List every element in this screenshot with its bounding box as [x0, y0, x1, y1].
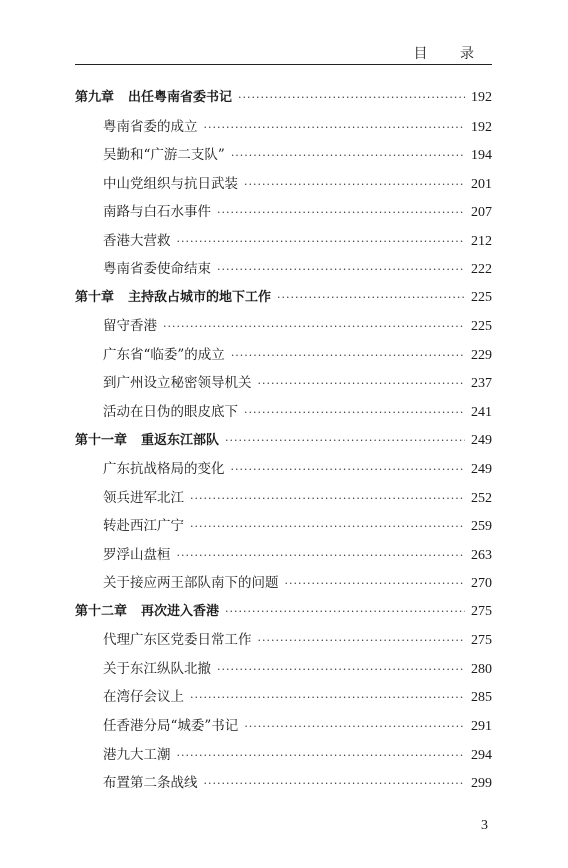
chapter-title: 重返东江部队 [141, 432, 220, 448]
dot-leader [258, 634, 466, 647]
section-title: 在湾仔会议上 [103, 689, 184, 706]
toc-section-entry [75, 457, 492, 486]
toc-section-entry [75, 543, 492, 572]
dot-leader [238, 91, 465, 104]
section-title: 留守香港 [103, 318, 157, 335]
section-title: 广东抗战格局的变化 [103, 461, 225, 478]
dot-leader [217, 206, 465, 219]
toc-page-number: 229 [471, 347, 492, 363]
dot-leader [244, 178, 465, 191]
dot-leader [217, 663, 465, 676]
header-rule [75, 64, 492, 65]
toc-section-entry [75, 771, 492, 800]
toc-chapter-entry [75, 286, 492, 315]
dot-leader [277, 291, 465, 304]
toc-section-entry [75, 685, 492, 714]
section-title: 中山党组织与抗日武装 [103, 175, 238, 192]
toc-page-number: 280 [471, 661, 492, 677]
section-title: 代理广东区党委日常工作 [103, 632, 252, 649]
chapter-title: 再次进入香港 [141, 603, 220, 619]
toc-page-number: 241 [471, 405, 492, 421]
toc-page-number: 299 [471, 776, 492, 792]
section-title: 广东省“临委”的成立 [103, 346, 225, 363]
dot-leader [258, 377, 466, 390]
toc-section-entry [75, 514, 492, 543]
toc-page-number: 285 [471, 690, 492, 706]
dot-leader [177, 235, 466, 248]
dot-leader [231, 463, 466, 476]
dot-leader [225, 434, 465, 447]
section-title: 港九大工潮 [103, 746, 171, 763]
section-title: 吴勤和“广游二支队” [103, 147, 225, 164]
toc-section-entry [75, 371, 492, 400]
toc-section-entry [75, 143, 492, 172]
toc-section-entry [75, 400, 492, 429]
dot-leader [190, 492, 465, 505]
toc-page-number: 225 [471, 319, 492, 335]
dot-leader [244, 720, 465, 733]
toc-chapter-entry [75, 86, 492, 115]
toc-page-number: 270 [471, 576, 492, 592]
dot-leader [285, 577, 466, 590]
section-title: 到广州设立秘密领导机关 [103, 375, 252, 392]
toc-page-number: 194 [471, 148, 492, 164]
toc-chapter-entry [75, 429, 492, 458]
chapter-number: 第九章 [75, 90, 115, 105]
toc-page-number: 225 [471, 289, 492, 305]
dot-leader [244, 406, 465, 419]
section-title: 罗浮山盘桓 [103, 546, 171, 563]
toc-section-entry [75, 628, 492, 657]
toc-page-number: 291 [471, 719, 492, 735]
dot-leader [163, 320, 465, 333]
toc-section-entry [75, 200, 492, 229]
toc-section-entry [75, 571, 492, 600]
dot-leader [177, 549, 466, 562]
toc-section-entry [75, 172, 492, 201]
dot-leader [225, 605, 465, 618]
toc-page-number: 275 [471, 603, 492, 619]
toc-section-entry [75, 343, 492, 372]
section-title: 领兵进军北江 [103, 489, 184, 506]
toc-page-number: 207 [471, 205, 492, 221]
page-number: 3 [481, 818, 488, 833]
toc-page-number: 237 [471, 376, 492, 392]
toc-page-number: 222 [471, 262, 492, 278]
section-title: 粤南省委使命结束 [103, 261, 211, 278]
dot-leader [204, 777, 466, 790]
toc-page-number: 259 [471, 519, 492, 535]
section-title: 布置第二条战线 [103, 775, 198, 792]
toc-page-number: 249 [471, 432, 492, 448]
chapter-number: 第十二章 [75, 603, 128, 619]
toc-section-entry [75, 257, 492, 286]
toc-page-number: 294 [471, 747, 492, 763]
chapter-title: 主持敌占城市的地下工作 [128, 289, 272, 305]
section-title: 转赴西江广宁 [103, 518, 184, 535]
section-title: 粤南省委的成立 [103, 118, 198, 135]
toc-page-number: 263 [471, 547, 492, 563]
section-title: 活动在日伪的眼皮底下 [103, 404, 238, 421]
running-header-title: 目 录 [413, 46, 488, 62]
toc-section-entry [75, 314, 492, 343]
section-title: 关于东江纵队北撤 [103, 660, 211, 677]
chapter-title: 出任粤南省委书记 [128, 90, 233, 105]
dot-leader [177, 749, 466, 762]
toc-page-number: 252 [471, 490, 492, 506]
dot-leader [231, 149, 465, 162]
toc-chapter-entry [75, 600, 492, 629]
section-title: 任香港分局“城委”书记 [103, 718, 239, 735]
dot-leader [190, 520, 465, 533]
dot-leader [190, 691, 465, 704]
toc-section-entry [75, 486, 492, 515]
toc-page-number: 192 [471, 90, 492, 105]
toc-section-entry [75, 714, 492, 743]
toc-page-number: 249 [471, 462, 492, 478]
dot-leader [204, 121, 466, 134]
toc-section-entry [75, 229, 492, 258]
chapter-number: 第十章 [75, 289, 115, 305]
table-of-contents [75, 86, 492, 800]
section-title: 南路与白石水事件 [103, 204, 211, 221]
dot-leader [217, 263, 465, 276]
toc-page-number: 212 [471, 233, 492, 249]
dot-leader [231, 349, 465, 362]
toc-page-number: 201 [471, 176, 492, 192]
section-title: 香港大营救 [103, 232, 171, 249]
toc-section-entry [75, 743, 492, 772]
toc-page-number: 192 [471, 119, 492, 135]
toc-page-number: 275 [471, 633, 492, 649]
chapter-number: 第十一章 [75, 432, 128, 448]
toc-section-entry [75, 657, 492, 686]
toc-section-entry [75, 115, 492, 144]
section-title: 关于接应两王部队南下的问题 [103, 575, 279, 592]
